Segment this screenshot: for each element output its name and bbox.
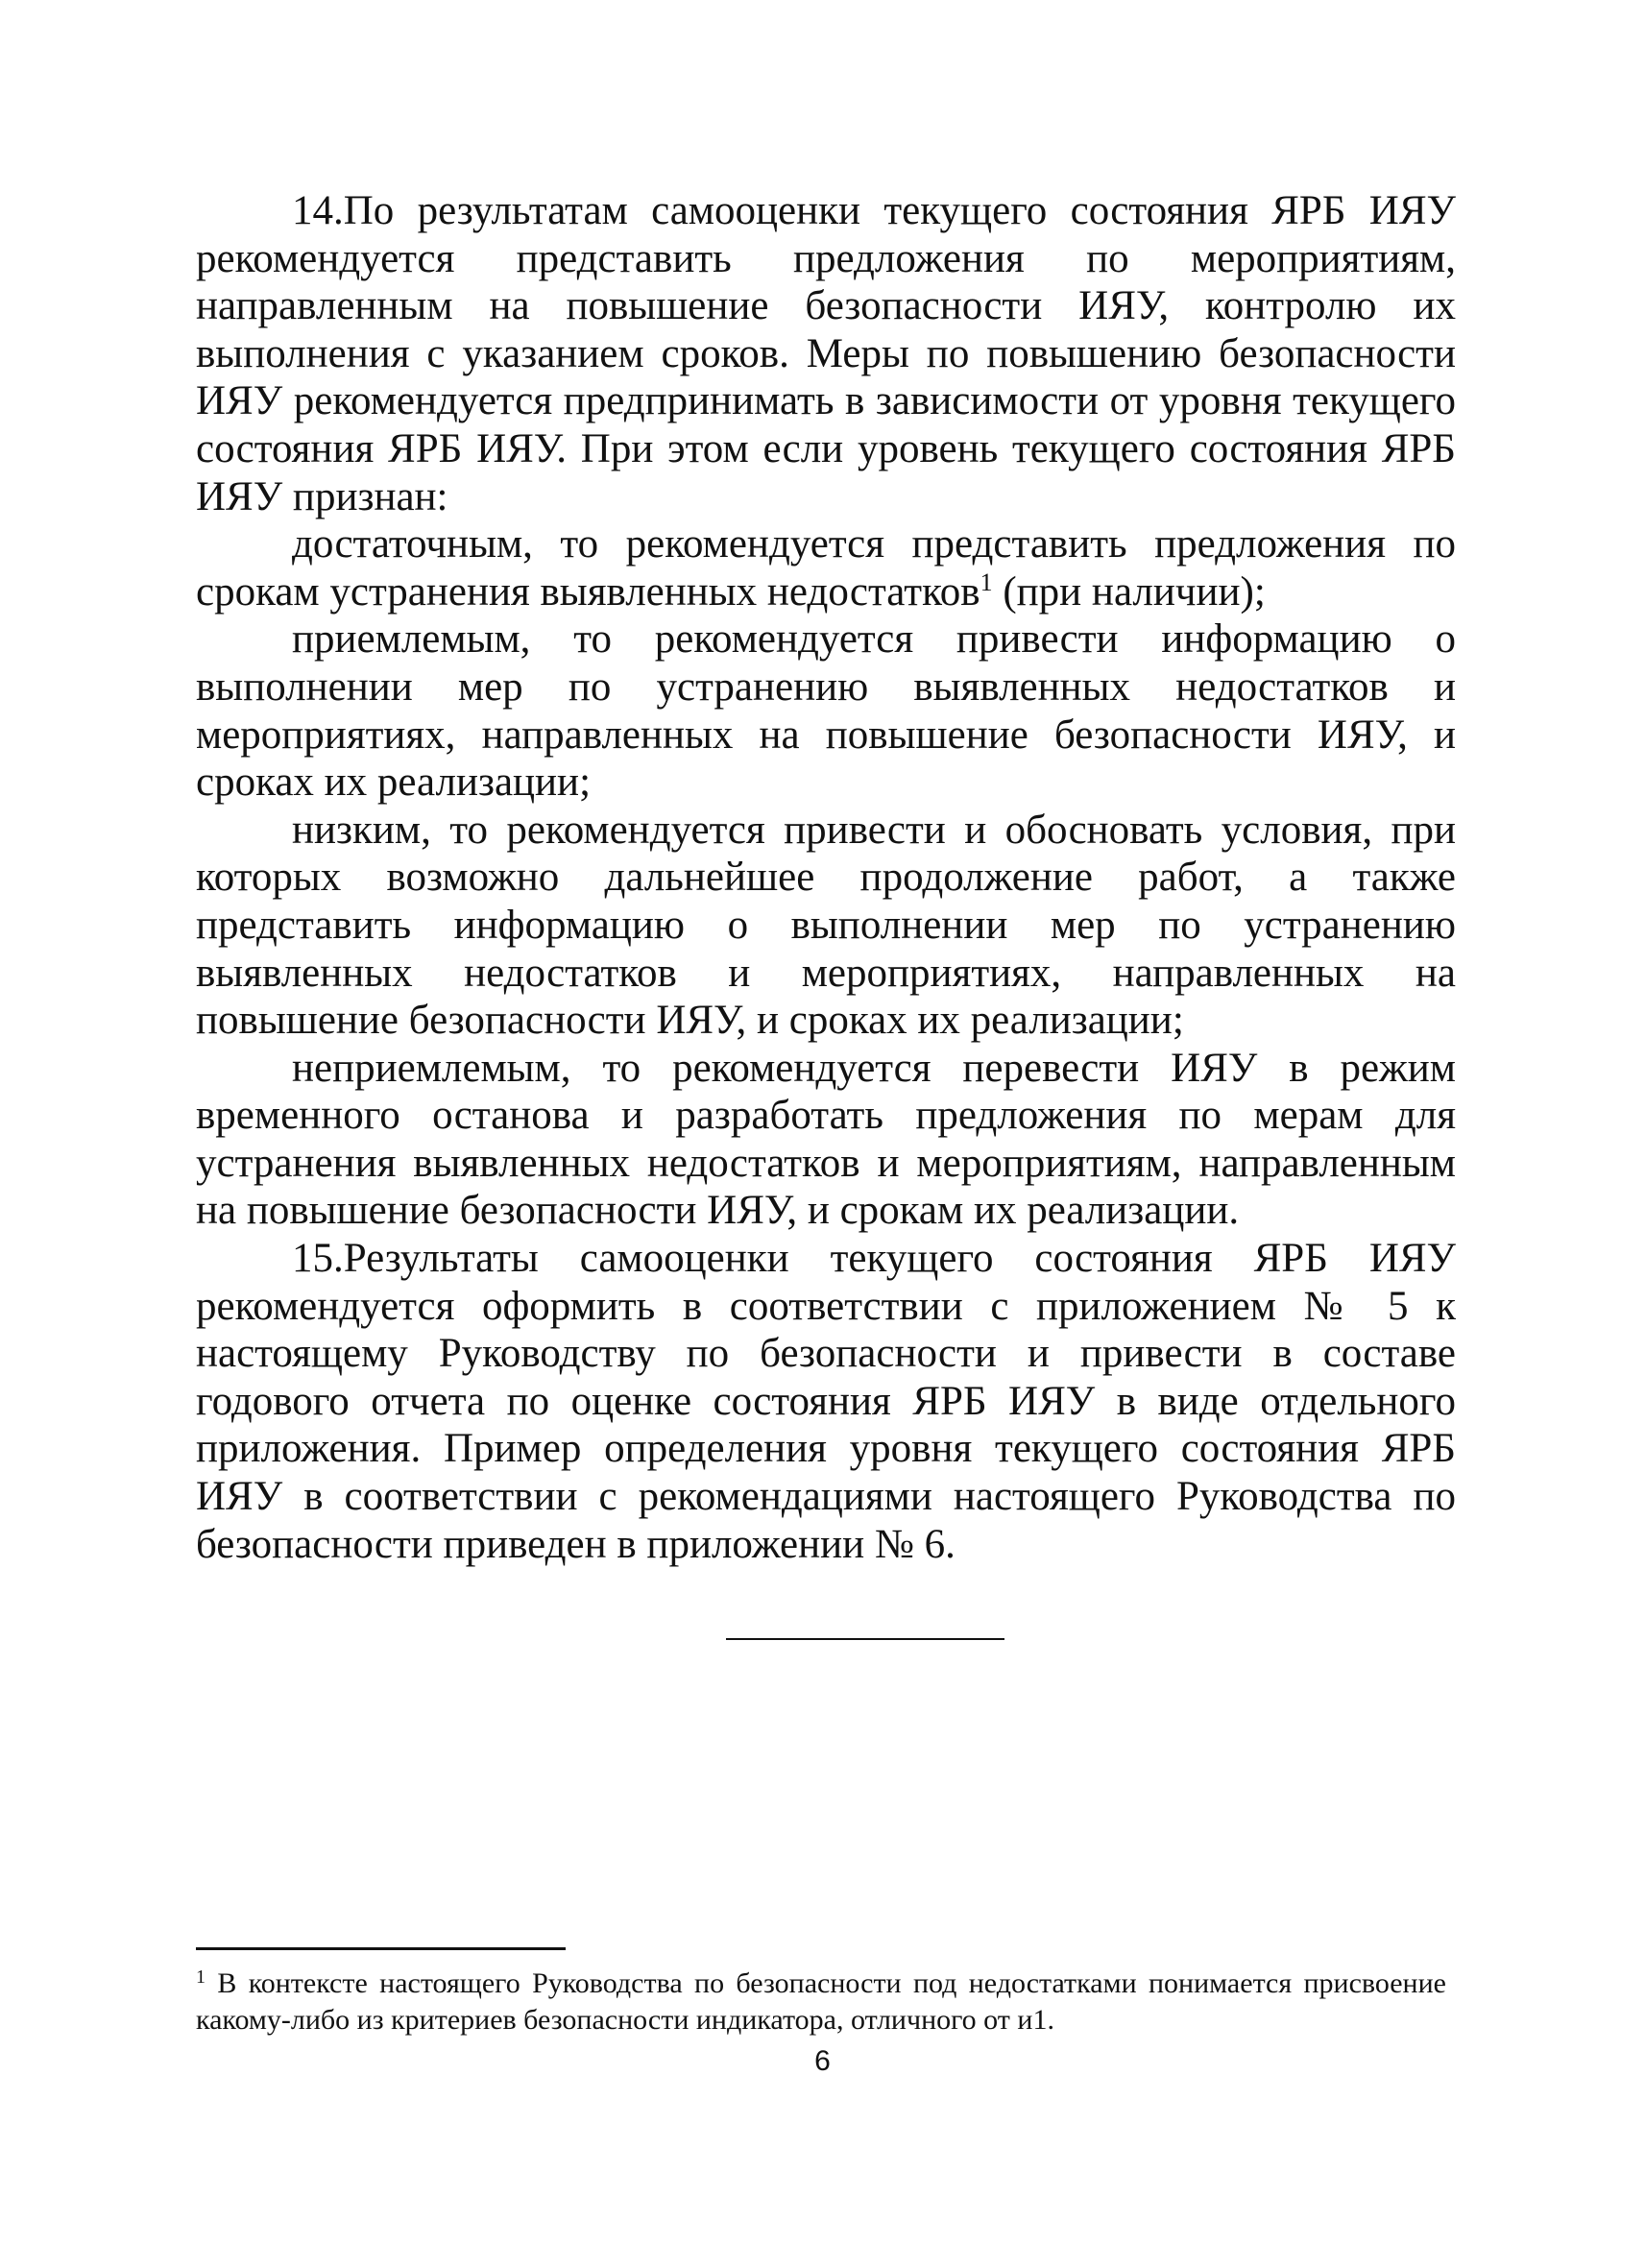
footnote-divider xyxy=(196,1947,566,1950)
footnote-reference[interactable]: 1 xyxy=(980,567,993,596)
paragraph-unacceptable-level: неприемлемым, то рекомендуется перевести ИЯУ в режим временного останова и разработать предложения по мерам для устранения выявленных недостатков и мероприятиям, направленным на повышение безопасности ИЯУ, и срокам их реализации. xyxy=(196,1045,1456,1234)
paragraph-sufficient-text: достаточным, то рекомендуется представить предложения по срокам устранения выявленных недостатков xyxy=(196,521,1456,615)
paragraph-low-level: низким, то рекомендуется привести и обосновать условия, при которых возможно дальнейшее продолжение работ, а также представить информацию о выполнении мер по устранению выявленных недостатков и мероприятиях, направленных на повышение безопасности ИЯУ, и сроках их реализации; xyxy=(196,807,1456,1044)
footnote xyxy=(196,1966,1446,2039)
paragraph-sufficient-level xyxy=(196,520,1456,615)
page-number: 6 xyxy=(814,2045,831,2077)
footnote-text: В контексте настоящего Руководства по безопасности под недостатками понимается присвоение какому-либо из критериев безопасности индикатора, отличного от и1. xyxy=(196,1967,1446,2036)
footnote-marker: 1 xyxy=(196,1966,206,1988)
body-text xyxy=(196,187,1456,1568)
paragraph-item-14: 14.По результатам самооценки текущего состояния ЯРБ ИЯУ рекомендуется представить предложения по мероприятиям, направленным на повышение безопасности ИЯУ, контролю их выполнения с указанием сроков. Меры по повышению безопасности ИЯУ рекомендуется предпринимать в зависимости от уровня текущего состояния ЯРБ ИЯУ. При этом если уровень текущего состояния ЯРБ ИЯУ признан: xyxy=(196,188,1456,519)
paragraph-acceptable-level: приемлемым, то рекомендуется привести информацию о выполнении мер по устранению выявленных недостатков и мероприятиях, направленных на повышение безопасности ИЯУ, и сроках их реализации; xyxy=(196,616,1456,806)
paragraph-item-15: 15.Результаты самооценки текущего состояния ЯРБ ИЯУ рекомендуется оформить в соответствии с приложением № 5 к настоящему Руководству по безопасности и привести в составе годового отчета по оценке состояния ЯРБ ИЯУ в виде отдельного приложения. Пример определения уровня текущего состояния ЯРБ ИЯУ в соответствии с рекомендациями настоящего Руководства по безопасности приведен в приложении № 6. xyxy=(196,1236,1456,1567)
paragraph-sufficient-tail: (при наличии); xyxy=(992,568,1266,615)
end-of-text-divider xyxy=(726,1638,1004,1640)
